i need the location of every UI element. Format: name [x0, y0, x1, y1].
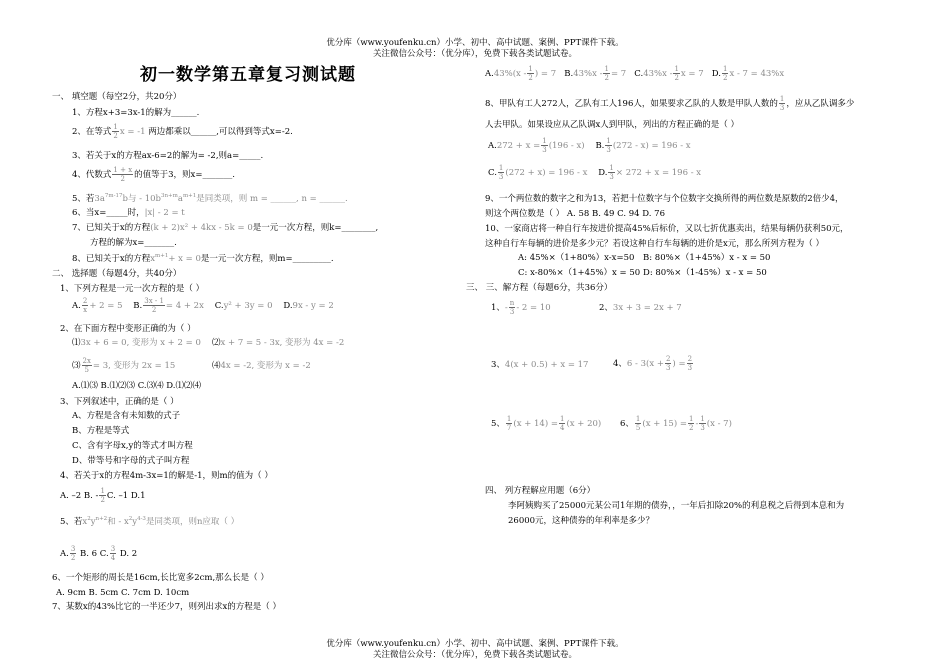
s3-eq1: 1、- $\frac{n}{3}$ - 2 = 10 [491, 299, 551, 316]
s2-q3-a: A、方程是含有未知数的式子 [72, 411, 181, 421]
fraction: $\frac{1 + x}{2}$ [113, 166, 133, 183]
s1-q6: 6、当x=_____时，|x| - 2 = t [72, 208, 185, 218]
header-line-1: 优分库（www.youfenku.cn）小学、初中、高中试题、案例、PPT课件下载。 [326, 38, 624, 48]
s2-q2: 2、在下面方程中变形正确的为（ ） [60, 324, 196, 334]
s1-q4: 4、代数式 $\frac{1 + x}{2}$ 的值等于3，则x=_______. [72, 166, 235, 183]
s3-eq5: 5、 $\frac{1}{7}$ (x + 14) = $\frac{1}{4}$ (x + 20) [491, 415, 602, 432]
s3-eq3: 3、4(x + 0.5) + x = 17 [491, 360, 589, 370]
s1-q7: 7、已知关于x的方程(k + 2)x² + 4kx - 5k = 0是一元一次方程，则k=________, [72, 223, 379, 233]
s2-q8-options-cd: C. $\frac{1}{3}$ (272 + x) = 196 - x D. $\frac{1}{3}$ × 272 + x = 196 - x [488, 164, 702, 181]
s1-q5: 5、若$3a^{7m-17}b$与 - $10b^{3n+m}a^{m+1}$是同类项，则 m = ______, n = ______. [72, 193, 348, 204]
s4-problem-line-2: 26000元，这种债券的年利率是多少？ [508, 516, 655, 526]
s1-q8: 8、已知关于x的方程$x^{m+1}+ x = 0$是一元一次方程，则m=_________. [72, 253, 334, 264]
fraction: $\frac{1}{2}$ [113, 123, 118, 140]
s2-q2-opt2: ⑵x + 7 = 5 - 3x, 变形为 4x = -2 [212, 338, 345, 348]
s2-q1: 1、下列方程是一元一次方程的是（ ） [60, 284, 205, 294]
page-title: 初一数学第五章复习测试题 [140, 65, 356, 85]
s2-q8: 8、甲队有工人272人，乙队有工人196人，如果要求乙队的人数是甲队人数的 $\frac{1}{3}$ ，应从乙队调多少 [485, 95, 855, 112]
section-1-heading: 一、 填空题（每空2分，共20分） [52, 92, 182, 102]
s2-q2-opt3: ⑶ $\frac{2x}{5}$ = 3, 变形为 2x = 15 [72, 357, 176, 374]
s2-q3-b: B、方程是等式 [72, 426, 130, 436]
s3-eq6: 6、 $\frac{1}{5}$ (x + 15) = $\frac{1}{2}$ - $\frac{1}{3}$ (x - 7) [620, 415, 732, 432]
s2-q4-answers: A. –2 B. - $\frac{1}{2}$ C. –1 D.1 [60, 487, 146, 504]
s3-eq2: 2、3x + 3 = 2x + 7 [599, 303, 682, 313]
s2-q1-options: A. $\frac{2}{x}$ + 2 = 5 B. $\frac{3x - 1}{2}$ = 4 + 2x C.y² + 3y = 0 D.9x - y = 2 [72, 297, 334, 314]
s2-q2-opt4: ⑷4x = -2, 变形为 x = -2 [212, 361, 311, 371]
footer-line-2: 关注微信公众号：（优分库），免费下载各类试题试卷。 [372, 650, 577, 660]
s3-eq4: 4、6 - 3(x + $\frac{2}{3}$ ) = $\frac{2}{3}$ [613, 355, 693, 372]
header-line-2: 关注微信公众号：（优分库），免费下载各类试题试卷。 [372, 49, 577, 59]
s2-q8-options-ab: A.272 + x = $\frac{1}{3}$ (196 - x) B. $\frac{1}{3}$ (272 - x) = 196 - x [488, 137, 691, 154]
s2-q8-cont: 人去甲队。如果设应从乙队调x人到甲队，列出的方程正确的是（ ） [485, 120, 739, 130]
s2-q9: 9、一个两位数的数字之和为13，若把十位数字与个位数字交换所得的两位数是原数的2倍少4， [485, 194, 844, 204]
s1-q7-cont: 方程的解为x=_______. [90, 238, 177, 248]
s2-q3-c: C、含有字母x,y的等式才叫方程 [72, 441, 193, 451]
s2-q6: 6、一个矩形的周长是16cm,长比宽多2cm,那么长是（ ） [52, 573, 269, 583]
s2-q10-a: A: 45%×（1+80%）x-x=50 [518, 253, 635, 263]
s1-q3: 3、若关于x的方程ax-6=2的解为= -2,则a=_____. [72, 151, 264, 161]
s2-q10-c: C: x-80%×（1+45%）x = 50 [518, 268, 641, 278]
s2-q2-opt1: ⑴3x + 6 = 0, 变形为 x + 2 = 0 [72, 338, 201, 348]
s2-q7-options: A.43%(x - $\frac{1}{2}$ ) = 7 B.43%x - $\frac{1}{2}$ = 7 C.43%x - $\frac{1}{2}$ x = 7 D. $\frac{1}{2}$ x - 7 = 43%x [485, 65, 785, 82]
footer-line-1: 优分库（www.youfenku.cn）小学、初中、高中试题、案例、PPT课件下载。 [326, 639, 624, 649]
s2-q10-cont: 这种自行车每辆的进价是多少元？若设这种自行车每辆的进价是x元，那么所列方程为（ ） [485, 239, 824, 249]
s2-q10: 10、一家商店将一种自行车按进价提高45%后标价，又以七折优惠卖出，结果每辆仍获利50元， [485, 224, 849, 234]
s4-problem-line-1: 李阿姨购买了25000元某公司1年期的债券，，一年后扣除20%的利息税之后得到本息和为 [508, 501, 845, 511]
s2-q2-answers: A.⑴⑶ B.⑴⑵⑶ C.⑶⑷ D.⑴⑵⑷ [72, 381, 202, 391]
s2-q4: 4、若关于x的方程4m-3x=1的解是-1，则m的值为（ ） [60, 471, 273, 481]
s2-q9-cont: 则这个两位数是（ ） A. 58 B. 49 C. 94 D. 76 [485, 209, 665, 219]
s2-q3: 3、下列叙述中，正确的是（ ） [60, 397, 179, 407]
s2-q10-b: B: 80%×（1+45%）x - x = 50 [643, 253, 771, 263]
s1-q1: 1、方程x+3=3x-1的解为______. [72, 108, 200, 118]
s1-q2: 2、在等式 $\frac{1}{2}$ x = -1 两边都乘以______,可以得到等式x=-2. [72, 123, 293, 140]
s2-q5: 5、若$x^2y^{n+2}$和 - $x^2y^{4-3}$是同类项，则n应取（ ） [60, 516, 240, 527]
section-3-heading: 三、 三、解方程（每题6分，共36分） [466, 283, 613, 293]
section-2-heading: 二、 选择题（每题4分，共40分） [52, 269, 182, 279]
section-4-heading: 四、 列方程解应用题（6分） [485, 486, 596, 496]
s2-q10-d: D: 80%×（1-45%）x - x = 50 [643, 268, 767, 278]
s2-q7: 7、某数x的43%比它的一半还少7，则列出求x的方程是（ ） [52, 602, 282, 612]
s2-q6-answers: A. 9cm B. 5cm C. 7cm D. 10cm [56, 588, 190, 598]
s2-q5-answers: A. $\frac{3}{2}$ B. 6 C. $\frac{3}{4}$ D. 2 [60, 545, 138, 562]
s2-q3-d: D、带等号和字母的式子叫方程 [72, 456, 190, 466]
